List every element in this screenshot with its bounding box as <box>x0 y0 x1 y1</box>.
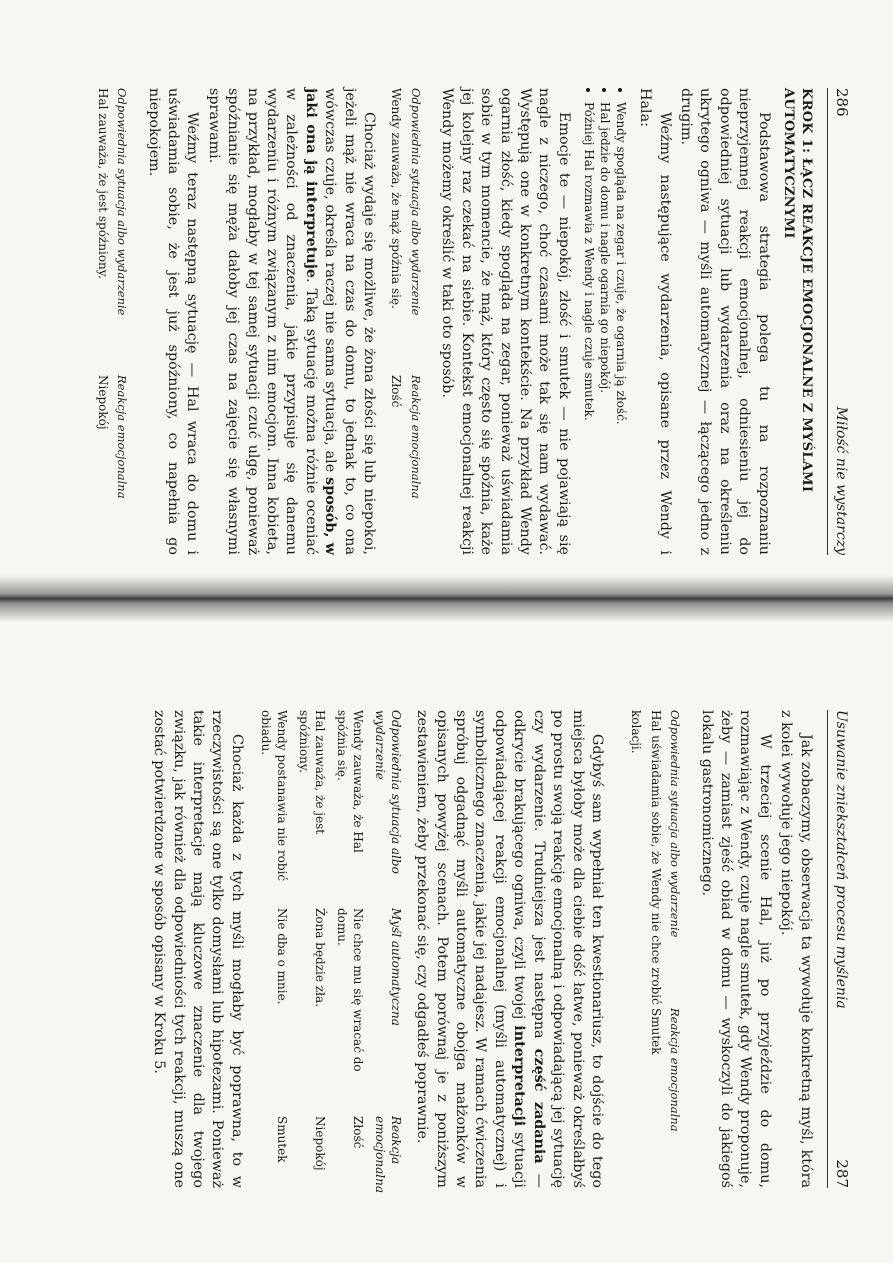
table-cell: Smutek <box>274 1116 289 1163</box>
page-number-right: 287 <box>833 1159 851 1188</box>
table-cell: Wendy zauważa, że Hal spóźnia się. <box>334 710 365 853</box>
running-title-left: Miłość nie wystarczy <box>833 406 849 555</box>
table-cell: Nie dba o mnie. <box>274 908 289 1005</box>
running-head-left <box>827 88 851 555</box>
situation-cell: Hal uświadamia sobie, że Wendy nie chce zrobić kolacji. <box>629 710 663 1005</box>
paragraph: Chociaż każda z tych myśli mogłaby być poprawna, to w rzeczywistości są one tylko domysłami lub hipotezami. Ponieważ takie interpretacje mają kluczowe znaczenie dla twojego związku, jak również dla odpowiedniości tych reakcji, muszą one zostać potwierdzone w sposób opisany w Kroku 5. <box>151 710 245 1188</box>
table-header-cell: Odpowiednia sytuacja albo wydarzenie <box>372 710 403 874</box>
bold-text: sposób, w jaki ona ją interpretuje <box>302 88 339 555</box>
paragraph: Podstawowa strategia polega tu na rozpoznaniu nieprzyjemnej reakcji emocjonalnej, odniesieniu jej do odpowiedniej sytuacji lub wydarzenia oraz na określeniu ukrytego ogniwa — myśli automatycznej — łączącego jedno z drugim. <box>677 88 772 555</box>
paragraph: Emocje te — niepokój, złość i smutek — nie pojawiają się nagle z niczego, choć czasami może tak się nam wydawać. Występują one w konkretnym kontekście. Na przykład Wendy ogarnia złość, kiedy spogląda na zegar, ponieważ uświadamia sobie w tym momencie, że mąż, który często się spóźnia, każe jej kolejny raz czekać na siebie. Kontekst emocjonalnej reakcji Wendy możemy określić w taki oto sposób. <box>439 88 572 555</box>
paragraph <box>412 710 606 1188</box>
paragraph <box>203 88 378 555</box>
table-cell: Żona będzie zła. <box>312 908 327 1007</box>
pair-header <box>665 710 684 1188</box>
text-run: Chociaż wydaje się możliwe, że żona złości się lub niepokoi, jeżeli mąż nie wraca na czas do domu, to jednak to, co ona wówczas czuje, określa raczej nie sama sytuacja, ale <box>322 88 378 555</box>
pair-header <box>112 88 131 555</box>
paragraph: W trzeciej scenie Hal, już po przyjeździe do domu, rozmawiając z Wendy, czuje nagle smutek, gdy Wendy proponuje, żeby — zamiast zjeść obiad w domu — wyskoczyli do jakiegoś lokalu gastronomicznego. <box>698 710 773 1188</box>
section-heading: KROK 1: ŁĄCZ REAKCJE EMOCJONALNE Z MYŚLAMI AUTOMATYCZNYMI <box>780 88 814 493</box>
text-run: Gdybyś sam wypełniał ten kwestionariusz, to dojście do tego miejsca byłoby może dla ciebie dość łatwe, ponieważ określałbyś po prostu swoją reakcję emocjonalną i odpowiadającą jej sytuację czy wydarzenie. Trudniejsza jest następna <box>530 710 605 1188</box>
bullet-list <box>581 88 629 555</box>
list-item: • Później Hal rozmawia z Wendy i nagle czuje smutek. <box>581 102 597 555</box>
left-page <box>0 0 893 575</box>
pair-header <box>406 88 425 555</box>
bold-text: część zadania <box>530 1048 547 1164</box>
table-cell: Złość <box>350 1116 365 1149</box>
table-header-cell: Reakcja emocjonalna <box>372 1116 403 1193</box>
thought-table <box>258 710 404 1193</box>
col-head-reaction: Reakcja emocjonalna <box>668 1008 683 1132</box>
situation-cell: Wendy zauważa, że mąż spóźnia się. <box>389 88 404 309</box>
list-item: • Hal jedzie do domu i nagle ogarnia go niepokój. <box>597 102 613 555</box>
col-head-reaction: Reakcja emocjonalna <box>408 375 423 499</box>
paragraph: Weźmy następujące wydarzenia, opisane przez Wendy i Hala: <box>637 88 673 555</box>
table-cell: Nie chce mu się wracać do domu. <box>334 908 365 1072</box>
col-head-situation: Odpowiednia sytuacja albo wydarzenie <box>668 710 683 938</box>
list-item: • Wendy spogląda na zegar i czuje, że ogarnia ją złość. <box>613 102 629 555</box>
table-cell: Niepokój <box>312 1116 327 1171</box>
right-page <box>0 622 893 1263</box>
reaction-cell: Smutek <box>648 1008 663 1055</box>
paragraph: Weźmy teraz następną sytuację — Hal wraca do domu i uświadamia sobie, że jest już spóźniony, co napełnia go niepokojem. <box>145 88 201 555</box>
reaction-cell: Złość <box>389 375 404 408</box>
running-title-right: Usuwanie zniekształceń procesu myślenia <box>833 710 849 1009</box>
col-head-reaction: Reakcja emocjonalna <box>115 375 130 499</box>
text-run: sytuacji odpowiadającej reakcji emocjonalnej (myśli automatycznej) i symbolicznego znaczenia, jakie jej nadajesz. W ramach ćwiczenia spróbuj odgadnąć myśli automatyczne obojga małżonków w opisanych powyżej scenach. Potem porównaj je z poniższym zestawieniem, żeby przekonać się, czy odgadłeś poprawnie. <box>414 710 528 1189</box>
pair-row <box>386 88 405 555</box>
bold-text: interpretacji <box>511 1025 528 1127</box>
col-head-situation: Odpowiednia sytuacja albo wydarzenie <box>115 88 130 316</box>
book-gutter <box>0 575 893 622</box>
table-cell: Hal zauważa, że jest spóźniony. <box>296 710 327 835</box>
table-cell: Wendy postanawia nie robić obiadu. <box>258 710 289 882</box>
paragraph: Jak zobaczymy, obserwacja ta wywołuje konkretną myśl, która z kolei wywołuje jego niepokój. <box>778 710 814 1188</box>
page-number-left: 286 <box>833 88 851 117</box>
text-run: — odkrycie brakującego ogniwa, czyli twojej <box>511 710 547 1189</box>
pair-row <box>92 88 111 555</box>
text-run: . Taką sytuację można różnie oceniać w zależności od znaczenia, jakie przypisuje się danemu wydarzeniu i różnym związanym z nim emocjom. Inna kobieta, na przykład, mogłaby w tej samej sytuacji czuć ulgę, ponieważ spóźnianie się męża dałoby jej czas na zajęcie się własnymi sprawami. <box>205 88 319 555</box>
col-head-situation: Odpowiednia sytuacja albo wydarzenie <box>408 88 423 316</box>
running-head-right <box>827 710 851 1188</box>
table-header-cell: Myśl automatyczna <box>388 908 403 1026</box>
reaction-cell: Niepokój <box>95 375 110 430</box>
pair-row <box>626 710 665 1188</box>
situation-cell: Hal zauważa, że jest spóźniony. <box>95 88 110 279</box>
